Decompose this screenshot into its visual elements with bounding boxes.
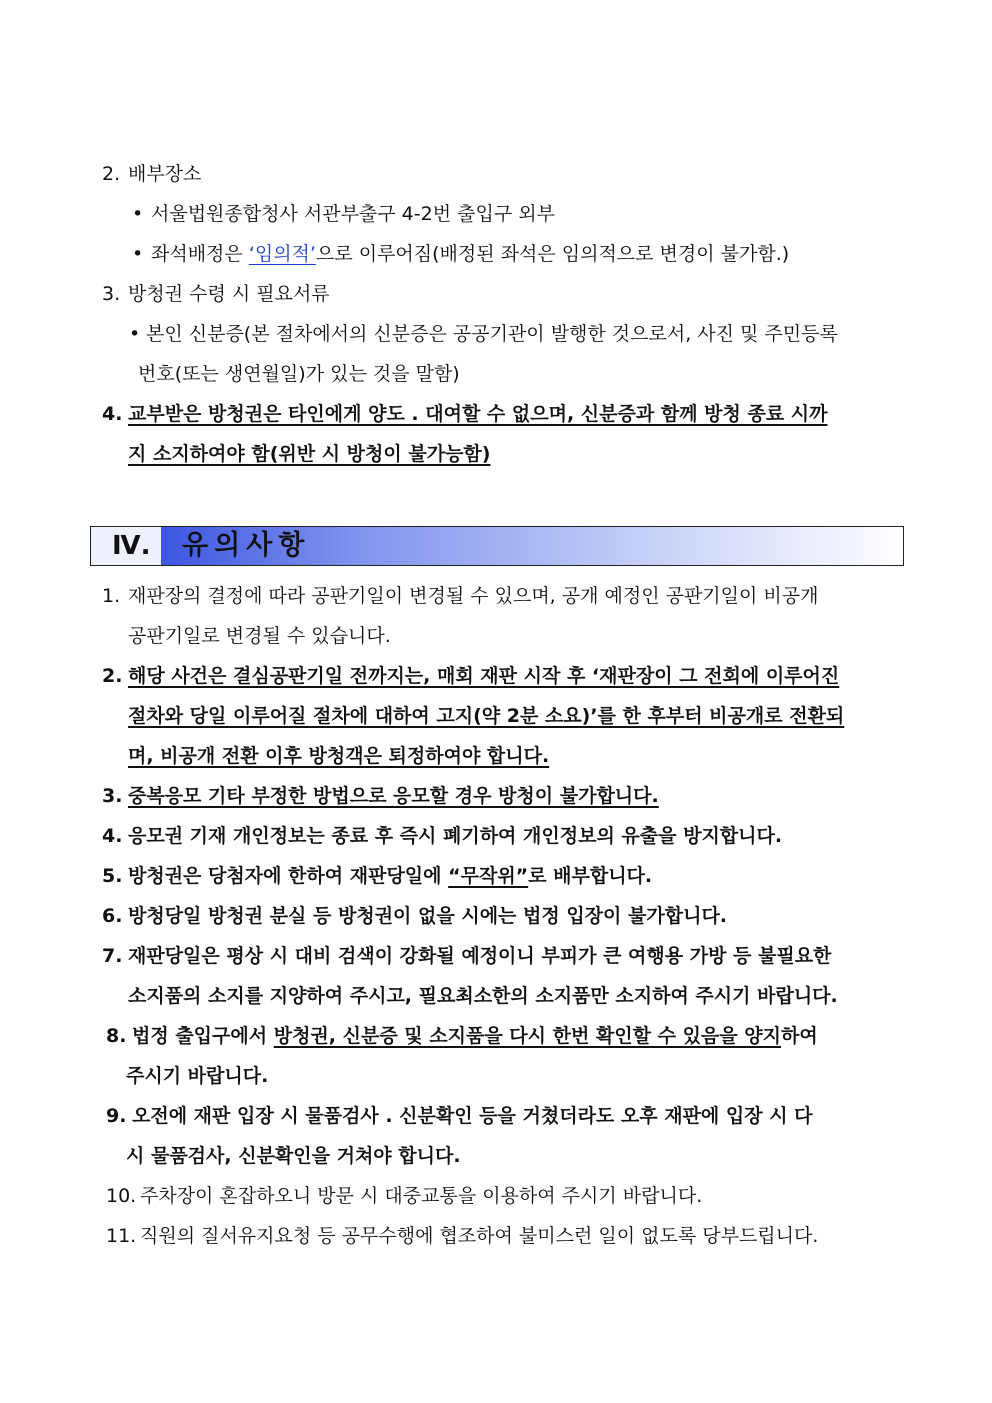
note-2-line2: 절차와 당일 이루어질 절차에 대하여 고지(약 2분 소요)’를 한 후부터 비공개로 전환되	[128, 705, 845, 727]
note-8-underlined: 방청권, 신분증 및 소지품을 다시 한번 확인할 수 있음을 양지	[273, 1025, 781, 1047]
note-8-text	[132, 1023, 818, 1049]
bullet-dot-icon: •	[129, 323, 141, 345]
note-number: 5.	[102, 865, 123, 887]
note-9-line2: 시 물품검사, 신분확인을 거쳐야 합니다.	[126, 1145, 461, 1167]
item4-text-line2: 지 소지하여야 함(위반 시 방청이 불가능함)	[128, 443, 491, 465]
note-number: 2.	[102, 665, 123, 687]
bullet-dot-icon: •	[132, 203, 144, 225]
note-3-line1: 중복응모 기타 부정한 방법으로 응모할 경우 방청이 불가합니다.	[128, 785, 659, 807]
note-5-text	[128, 863, 652, 889]
note-7-line1: 재판당일은 평상 시 대비 검색이 강화될 예정이니 부피가 큰 여행용 가방 등 불필요한	[128, 945, 832, 967]
documents-number: 3.	[102, 283, 121, 305]
note-number: 6.	[102, 905, 123, 927]
seat-assignment-text	[151, 241, 906, 267]
note-8-pre: 법정 출입구에서	[132, 1025, 274, 1047]
note-2-line1: 해당 사건은 결심공판기일 전까지는, 매회 재판 시작 후 ‘재판장이 그 전회에 이루어진	[128, 665, 840, 687]
distribution-number: 2.	[102, 163, 121, 185]
note-11-line1: 직원의 질서유지요청 등 공무수행에 협조하여 불미스런 일이 없도록 당부드립니다.	[140, 1225, 819, 1247]
note-number: 1.	[102, 585, 121, 607]
note-number: 3.	[102, 785, 123, 807]
note-1-line1: 재판장의 결정에 따라 공판기일이 변경될 수 있으며, 공개 예정인 공판기일이 비공개	[128, 585, 819, 607]
section-number: Ⅳ.	[112, 531, 151, 561]
note-5-post: 로 배부합니다.	[528, 865, 653, 887]
bullet-dot-icon: •	[132, 243, 144, 265]
note-number: 11.	[106, 1225, 137, 1247]
note-4-line1: 응모권 기재 개인정보는 종료 후 즉시 폐기하여 개인정보의 유출을 방지합니다.	[128, 825, 783, 847]
note-5-quote: “무작위”	[448, 865, 529, 887]
note-8-post: 하여	[780, 1025, 818, 1047]
item4-number: 4.	[102, 403, 123, 425]
id-requirement-line1: 본인 신분증(본 절차에서의 신분증은 공공기관이 발행한 것으로서, 사진 및 주민등록	[146, 323, 838, 345]
note-8-line2: 주시기 바랍니다.	[126, 1065, 269, 1087]
note-number: 10.	[106, 1185, 137, 1207]
item4-text-line1: 교부받은 방청권은 타인에게 양도 . 대여할 수 없으며, 신분증과 함께 방청 종료 시까	[128, 403, 828, 425]
section-title: 유의사항	[182, 530, 311, 561]
note-number: 8.	[106, 1025, 127, 1047]
distribution-location-text: 서울법원종합청사 서관부출구 4-2번 출입구 외부	[151, 203, 555, 225]
distribution-title: 배부장소	[128, 163, 202, 185]
note-number: 4.	[102, 825, 123, 847]
random-link[interactable]: ‘임의적’	[248, 243, 316, 265]
note-5-pre: 방청권은 당첨자에 한하여 재판당일에	[128, 865, 449, 887]
note-9-line1: 오전에 재판 입장 시 물품검사 . 신분확인 등을 거쳤더라도 오후 재판에 입장 시 다	[132, 1105, 813, 1127]
id-requirement-line2: 번호(또는 생연월일)가 있는 것을 말함)	[138, 363, 460, 385]
note-10-line1: 주차장이 혼잡하오니 방문 시 대중교통을 이용하여 주시기 바랍니다.	[140, 1185, 703, 1207]
note-7-line2: 소지품의 소지를 지양하여 주시고, 필요최소한의 소지품만 소지하여 주시기 바랍니다.	[128, 985, 838, 1007]
seat-assignment-post: 으로 이루어짐(배정된 좌석은 임의적으로 변경이 불가함.)	[315, 243, 790, 265]
note-1-line2: 공판기일로 변경될 수 있습니다.	[128, 625, 391, 647]
seat-assignment-pre: 좌석배정은	[151, 243, 249, 265]
note-number: 9.	[106, 1105, 127, 1127]
documents-title: 방청권 수령 시 필요서류	[128, 283, 330, 305]
note-number: 7.	[102, 945, 123, 967]
note-6-line1: 방청당일 방청권 분실 등 방청권이 없을 시에는 법정 입장이 불가합니다.	[128, 905, 728, 927]
note-2-line3: 며, 비공개 전환 이후 방청객은 퇴정하여야 합니다.	[128, 745, 550, 767]
